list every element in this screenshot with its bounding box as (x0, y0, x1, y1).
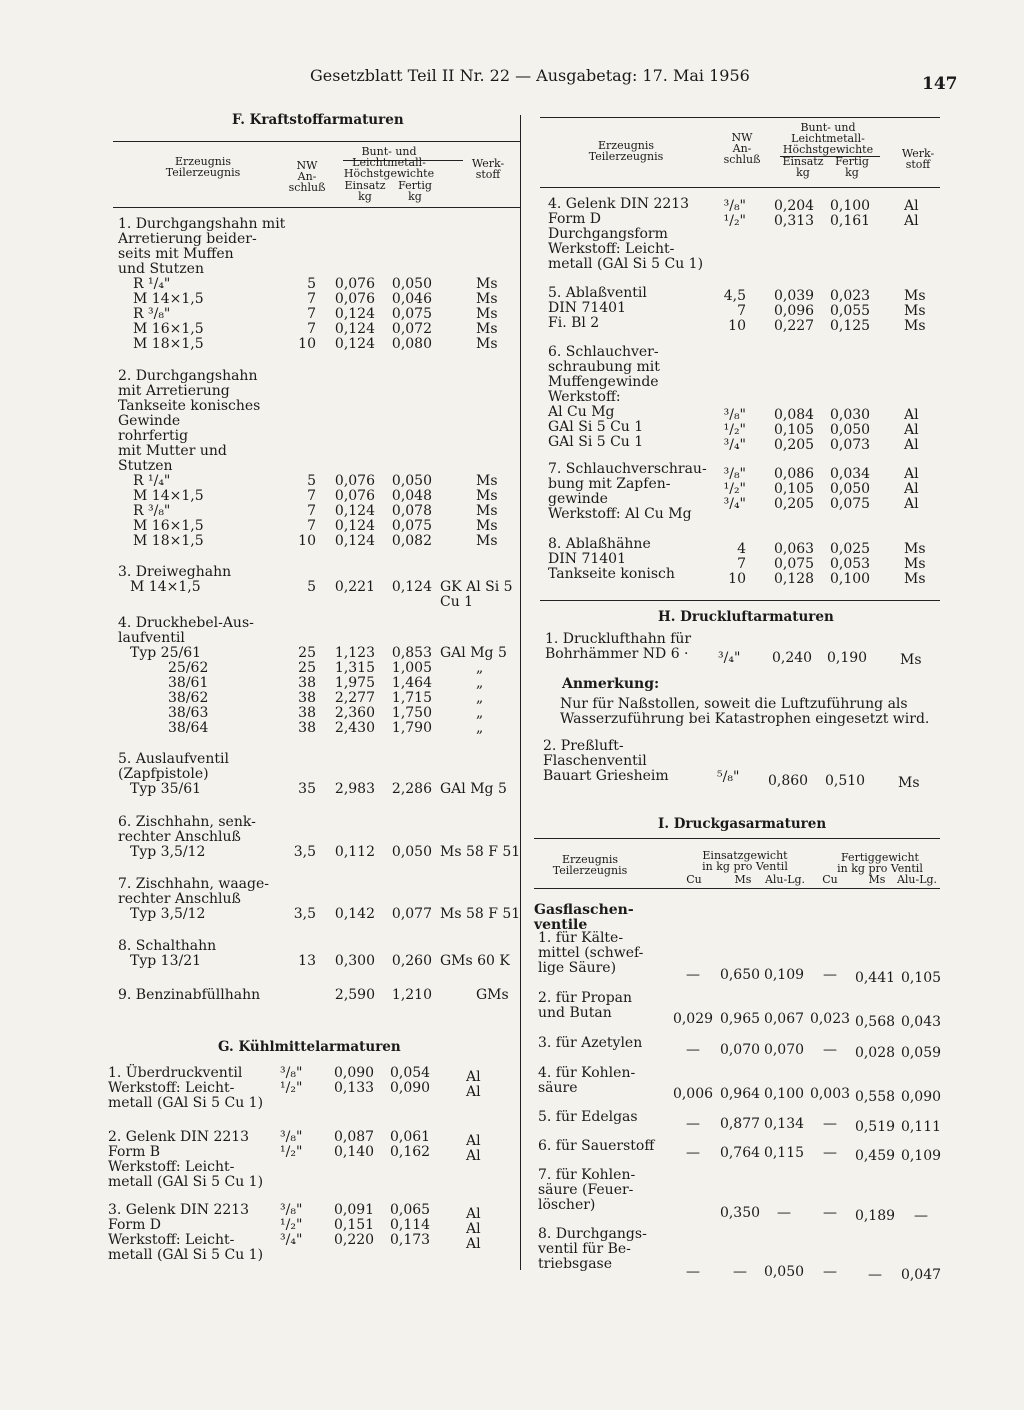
column-divider (520, 115, 521, 1270)
row-werkstoff: Ms (476, 518, 498, 534)
col-alu-header: Alu-Lg. (896, 873, 938, 886)
row-fertig: 0,082 (391, 533, 432, 549)
row-nw: ³/₄" (718, 650, 741, 666)
row-fertig: 1,005 (391, 660, 432, 676)
row-werkstoff: Ms 58 F 51 (440, 844, 521, 860)
row-fertig: 0,030 0,050 0,073 (830, 407, 871, 453)
row-label: M 18×1,5 (133, 336, 204, 352)
item-desc: 2. für Propan und Butan (538, 990, 633, 1021)
row-value: 0,023 (809, 1011, 851, 1027)
row-einsatz: 0,204 0,313 (774, 198, 815, 229)
row-einsatz: 0,124 (334, 533, 375, 549)
item-desc: 1. für Kälte- mittel (schwef- lige Säure) (538, 930, 644, 976)
row-value: — (686, 1042, 700, 1058)
col-ms-header: Ms (734, 873, 752, 886)
section-g-title: G. Kühlmittelarmaturen (218, 1039, 401, 1055)
row-werkstoff: GAl Mg 5 (440, 781, 507, 797)
row-value: 0,568 (854, 1014, 896, 1030)
item-desc: 4. Gelenk DIN 2213 Form D Durchgangsform Werkstoff: Leicht- metall (GAl Si 5 Cu 1) (548, 196, 704, 272)
row-value: — (777, 1205, 791, 1221)
row-value: — (823, 1205, 837, 1221)
row-nw: 5 (307, 276, 316, 292)
row-werkstoff: Al Al (466, 1133, 481, 1164)
item-desc: 3. Dreiweghahn (118, 564, 232, 580)
row-value: 0,964 (719, 1086, 761, 1102)
row-nw: 4,5 7 10 (723, 288, 746, 334)
row-value: 0,350 (719, 1205, 761, 1221)
row-fertig: 0,075 (391, 518, 432, 534)
item-desc: 1. Überdruckventil Werkstoff: Leicht- metall (GAl Si 5 Cu 1) (108, 1065, 264, 1111)
row-nw: ⁵/₈" (717, 769, 740, 785)
row-fertig: 0,078 (391, 503, 432, 519)
item-desc: 2. Durchgangshahn mit Arretierung Tankseite konisches Gewinde rohrfertig mit Mutter und Stutzen (118, 368, 261, 474)
row-value: 0,111 (900, 1119, 942, 1135)
col-product-header: Erzeugnis Teilerzeugnis (165, 155, 241, 179)
row-value: — (686, 1264, 700, 1280)
row-werkstoff: Ms 58 F 51 (440, 906, 521, 922)
col-nw-header: NW An- schluß (288, 159, 326, 194)
row-nw: ³/₈" ¹/₂" (280, 1129, 303, 1160)
row-nw: 4 7 10 (728, 541, 746, 587)
row-label: M 18×1,5 (133, 533, 204, 549)
row-label: 38/63 (168, 705, 209, 721)
row-einsatz: 0,112 (334, 844, 375, 860)
row-value: 0,047 (900, 1267, 942, 1283)
row-value: — (823, 1145, 837, 1161)
right-rule-top (540, 117, 940, 118)
row-fertig: 0,050 (391, 473, 432, 489)
row-label: R ¹/₄" (133, 276, 171, 292)
row-fertig: 1,210 (391, 987, 432, 1003)
row-nw: 7 (307, 518, 316, 534)
row-einsatz: 0,124 (334, 321, 375, 337)
row-fertig: 0,124 (391, 579, 432, 595)
row-werkstoff: Al Al Al (904, 466, 919, 512)
page-number: 147 (922, 74, 958, 94)
row-fertig: 0,065 0,114 0,173 (390, 1202, 431, 1248)
row-einsatz: 0,860 (768, 773, 809, 789)
row-fertig: 0,050 (391, 844, 432, 860)
row-nw: 7 (307, 488, 316, 504)
row-value: 0,134 (763, 1116, 805, 1132)
row-value: 0,877 (719, 1116, 761, 1132)
row-nw: 7 (307, 321, 316, 337)
row-werkstoff: Al Al Al (904, 407, 919, 453)
row-fertig: 0,046 (391, 291, 432, 307)
row-einsatz: 2,983 (334, 781, 375, 797)
row-einsatz: 0,084 0,105 0,205 (774, 407, 815, 453)
row-nw: 3,5 (293, 906, 316, 922)
row-fertig: 0,077 (391, 906, 432, 922)
row-werkstoff: „ (476, 720, 484, 736)
row-einsatz: 0,221 (334, 579, 375, 595)
item-desc: 6. für Sauerstoff (538, 1138, 655, 1154)
row-einsatz: 0,091 0,151 0,220 (334, 1202, 375, 1248)
row-value: 0,109 (900, 1148, 942, 1164)
row-value: 0,650 (719, 967, 761, 983)
row-werkstoff: Al Al Al (466, 1206, 481, 1252)
row-nw: 35 (298, 781, 316, 797)
row-nw: 3,5 (293, 844, 316, 860)
row-werkstoff: Ms Ms Ms (904, 288, 926, 334)
row-fertig: 0,075 (391, 306, 432, 322)
col-cu-header: Cu (686, 873, 702, 886)
row-werkstoff: Ms (476, 336, 498, 352)
col-cu-header: Cu (822, 873, 838, 886)
row-value: 0,459 (854, 1148, 896, 1164)
col-werkstoff-header: Werk- stoff (901, 147, 935, 171)
col-fertig-header: Fertig kg (835, 155, 869, 179)
row-nw: ³/₈" ¹/₂" ³/₄" (280, 1202, 303, 1248)
row-nw: 38 (298, 720, 316, 736)
item-desc: 1. Durchgangshahn mit Arretierung beider- seits mit Muffen und Stutzen (118, 216, 286, 277)
row-value: 0,189 (854, 1208, 896, 1224)
row-einsatz: 1,123 (334, 645, 375, 661)
row-value: 0,059 (900, 1045, 942, 1061)
section-h-title: H. Druckluftarmaturen (658, 609, 834, 625)
row-einsatz: 0,124 (334, 518, 375, 534)
section-i-rule-bottom (534, 888, 940, 889)
row-nw: 7 (307, 306, 316, 322)
row-einsatz: 0,124 (334, 306, 375, 322)
section-f-rule-top (113, 141, 521, 142)
row-nw: ³/₈" ¹/₂" ³/₄" (723, 407, 746, 453)
row-nw: 7 (307, 291, 316, 307)
col-einsatz-header: Einsatzgewicht in kg pro Ventil (702, 849, 788, 873)
row-fertig: 0,025 0,053 0,100 (830, 541, 871, 587)
row-value: 0,067 (763, 1011, 805, 1027)
row-einsatz: 0,076 (334, 291, 375, 307)
row-label: M 16×1,5 (133, 321, 204, 337)
row-einsatz: 0,076 (334, 488, 375, 504)
section-h-rule (540, 600, 940, 601)
row-value: — (686, 1145, 700, 1161)
item-desc: 5. Ablaßventil DIN 71401 Fi. Bl 2 (548, 285, 647, 331)
row-label: 25/62 (168, 660, 209, 676)
item-desc: 7. Schlauchverschrau- bung mit Zapfen- gewinde Werkstoff: Al Cu Mg (548, 461, 707, 522)
row-werkstoff: Ms (476, 306, 498, 322)
row-fertig: 0,080 (391, 336, 432, 352)
col-group-header: Bunt- und Leichtmetall- Höchstgewichte (782, 121, 874, 156)
row-value: — (914, 1208, 928, 1224)
row-werkstoff: Ms (898, 775, 920, 791)
row-einsatz: 0,039 0,096 0,227 (774, 288, 815, 334)
col-nw-header: NW An- schluß (723, 131, 761, 166)
row-value: — (823, 967, 837, 983)
row-nw: 7 (307, 503, 316, 519)
row-werkstoff: Ms Ms Ms (904, 541, 926, 587)
row-werkstoff: Ms (476, 276, 498, 292)
row-einsatz: 0,124 (334, 503, 375, 519)
row-fertig: 1,715 (391, 690, 432, 706)
row-werkstoff: Ms (476, 488, 498, 504)
row-value: — (823, 1264, 837, 1280)
row-value: 0,115 (763, 1145, 805, 1161)
row-value: 0,006 (672, 1086, 714, 1102)
item-desc: 7. für Kohlen- säure (Feuer- löscher) (538, 1167, 636, 1213)
row-value: 0,028 (854, 1045, 896, 1061)
row-label: R ³/₈" (133, 306, 171, 322)
row-fertig: 2,286 (391, 781, 432, 797)
row-label: M 14×1,5 (133, 488, 204, 504)
row-nw: 10 (298, 533, 316, 549)
col-werkstoff-header: Werk- stoff (471, 157, 505, 181)
row-einsatz: 0,076 (334, 276, 375, 292)
row-einsatz: 0,142 (334, 906, 375, 922)
row-fertig: 0,260 (391, 953, 432, 969)
row-einsatz: 0,076 (334, 473, 375, 489)
row-werkstoff: „ (476, 705, 484, 721)
row-value: 0,100 (763, 1086, 805, 1102)
item-desc: 1. Drucklufthahn für Bohrhämmer ND 6 · (545, 631, 692, 662)
row-value: 0,050 (763, 1264, 805, 1280)
row-value: — (868, 1267, 882, 1283)
row-value: 0,965 (719, 1011, 761, 1027)
row-label: M 16×1,5 (133, 518, 204, 534)
row-einsatz: 0,240 (772, 650, 813, 666)
row-label: Typ 25/61 (130, 645, 202, 661)
item-desc: 3. Gelenk DIN 2213 Form D Werkstoff: Leicht- metall (GAl Si 5 Cu 1) (108, 1202, 264, 1263)
row-nw: 5 (307, 473, 316, 489)
row-label: 38/61 (168, 675, 209, 691)
row-value: 0,109 (763, 967, 805, 983)
col-product-header: Erzeugnis Teilerzeugnis (552, 853, 628, 877)
row-label: M 14×1,5 (133, 291, 204, 307)
row-value: 0,029 (672, 1011, 714, 1027)
row-value: 0,003 (809, 1086, 851, 1102)
row-value: 0,070 (763, 1042, 805, 1058)
row-fertig: 1,790 (391, 720, 432, 736)
row-label: Typ 35/61 (130, 781, 202, 797)
row-einsatz: 2,360 (334, 705, 375, 721)
row-label: R ³/₈" (133, 503, 171, 519)
col-einsatz-header: Einsatz kg (782, 155, 824, 179)
row-label: 38/64 (168, 720, 209, 736)
row-werkstoff: Ms (900, 652, 922, 668)
row-einsatz: 1,315 (334, 660, 375, 676)
col-fertig-header: Fertig kg (398, 179, 432, 203)
row-value: — (686, 967, 700, 983)
row-fertig: 0,050 (391, 276, 432, 292)
row-value: 0,764 (719, 1145, 761, 1161)
row-value: 0,043 (900, 1014, 942, 1030)
col-group-header: Bunt- und Leichtmetall- Höchstgewichte (343, 145, 435, 180)
row-werkstoff: Ms (476, 321, 498, 337)
group-label: Gasflaschen- ventile (534, 902, 634, 933)
row-value: — (686, 1116, 700, 1132)
item-desc: 2. Preßluft- Flaschenventil Bauart Griesheim (543, 738, 669, 784)
row-fertig: 0,061 0,162 (390, 1129, 431, 1160)
row-einsatz: 2,590 (334, 987, 375, 1003)
row-value: 0,105 (900, 970, 942, 986)
row-fertig: 0,190 (827, 650, 868, 666)
row-einsatz: 2,430 (334, 720, 375, 736)
item-desc: 8. Ablaßhähne DIN 71401 Tankseite konisch (548, 536, 675, 582)
section-i-title: I. Druckgasarmaturen (658, 816, 827, 832)
section-f-title: F. Kraftstoffarmaturen (232, 112, 404, 128)
row-fertig: 0,048 (391, 488, 432, 504)
item-desc: 3. für Azetylen (538, 1035, 643, 1051)
row-werkstoff: „ (476, 660, 484, 676)
row-label: 38/62 (168, 690, 209, 706)
row-fertig: 0,510 (825, 773, 866, 789)
row-label: R ¹/₄" (133, 473, 171, 489)
item-desc: 9. Benzinabfüllhahn (118, 987, 261, 1003)
row-nw: ³/₈" ¹/₂" (280, 1065, 303, 1096)
item-desc: 6. Zischhahn, senk- rechter Anschluß (118, 814, 256, 845)
col-ms-header: Ms (868, 873, 886, 886)
row-einsatz: 0,063 0,075 0,128 (774, 541, 815, 587)
row-werkstoff: Ms (476, 291, 498, 307)
row-fertig: 1,464 (391, 675, 432, 691)
item-desc: 2. Gelenk DIN 2213 Form B Werkstoff: Leicht- metall (GAl Si 5 Cu 1) (108, 1129, 264, 1190)
col-product-header: Erzeugnis Teilerzeugnis (588, 139, 664, 163)
row-werkstoff: Ms (476, 473, 498, 489)
row-werkstoff: Ms (476, 503, 498, 519)
row-einsatz: 0,300 (334, 953, 375, 969)
row-nw: ³/₈" ¹/₂" ³/₄" (723, 466, 746, 512)
row-werkstoff: GMs 60 K (440, 953, 510, 969)
row-nw: ³/₈" ¹/₂" (723, 198, 746, 229)
row-fertig: 1,750 (391, 705, 432, 721)
row-einsatz: 1,975 (334, 675, 375, 691)
row-value: — (823, 1116, 837, 1132)
right-rule-bottom (540, 187, 940, 188)
row-nw: 38 (298, 690, 316, 706)
row-werkstoff: GK Al Si 5 Cu 1 (440, 579, 513, 610)
row-nw: 38 (298, 675, 316, 691)
row-werkstoff: Ms (476, 533, 498, 549)
row-fertig: 0,034 0,050 0,075 (830, 466, 871, 512)
item-desc: 5. Auslaufventil (Zapfpistole) (118, 751, 229, 782)
row-einsatz: 0,087 0,140 (334, 1129, 375, 1160)
row-value: 0,441 (854, 970, 896, 986)
item-desc: 5. für Edelgas (538, 1109, 638, 1125)
row-label: Typ 3,5/12 (130, 906, 206, 922)
row-value: — (733, 1264, 747, 1280)
row-label: M 14×1,5 (130, 579, 201, 595)
item-desc: 4. für Kohlen- säure (538, 1065, 636, 1096)
row-value: 0,070 (719, 1042, 761, 1058)
row-einsatz: 0,086 0,105 0,205 (774, 466, 815, 512)
row-nw: 25 (298, 660, 316, 676)
row-einsatz: 0,124 (334, 336, 375, 352)
row-nw: 25 (298, 645, 316, 661)
row-fertig: 0,100 0,161 (830, 198, 871, 229)
row-fertig: 0,023 0,055 0,125 (830, 288, 871, 334)
row-fertig: 0,853 (391, 645, 432, 661)
row-werkstoff: Al Al (904, 198, 919, 229)
row-value: — (823, 1042, 837, 1058)
item-desc: 4. Druckhebel-Aus- laufventil (118, 615, 254, 646)
row-value: 0,558 (854, 1089, 896, 1105)
row-fertig: 0,054 0,090 (390, 1065, 431, 1096)
row-einsatz: 0,090 0,133 (334, 1065, 375, 1096)
note-text: Nur für Naßstollen, soweit die Luftzuführung als Wasserzuführung bei Katastrophen eingesetzt wird. (560, 696, 930, 727)
item-desc: 6. Schlauchver- schraubung mit Muffengewinde Werkstoff: Al Cu Mg GAl Si 5 Cu 1 GAl Si 5 Cu 1 (548, 344, 660, 450)
row-fertig: 0,072 (391, 321, 432, 337)
col-fertig-header: Fertiggewicht in kg pro Ventil (837, 851, 923, 875)
row-werkstoff: „ (476, 690, 484, 706)
item-desc: 7. Zischhahn, waage- rechter Anschluß (118, 876, 270, 907)
row-nw: 5 (307, 579, 316, 595)
row-label: Typ 3,5/12 (130, 844, 206, 860)
col-alu-header: Alu-Lg. (764, 873, 806, 886)
row-value: 0,519 (854, 1119, 896, 1135)
item-desc: 8. Schalthahn (118, 938, 217, 954)
section-f-rule-bottom (113, 207, 521, 208)
item-desc: 8. Durchgangs- ventil für Be- triebsgase (538, 1226, 647, 1272)
row-werkstoff: GAl Mg 5 (440, 645, 507, 661)
col-einsatz-header: Einsatz kg (344, 179, 386, 203)
row-nw: 10 (298, 336, 316, 352)
row-label: Typ 13/21 (130, 953, 202, 969)
row-werkstoff: „ (476, 675, 484, 691)
page-header-title: Gesetzblatt Teil II Nr. 22 — Ausgabetag: 17. Mai 1956 (310, 66, 750, 85)
row-einsatz: 2,277 (334, 690, 375, 706)
row-value: 0,090 (900, 1089, 942, 1105)
row-nw: 38 (298, 705, 316, 721)
row-werkstoff: GMs (476, 987, 509, 1003)
note-label: Anmerkung: (562, 676, 660, 692)
section-i-rule-top (534, 838, 940, 839)
row-werkstoff: Al Al (466, 1069, 481, 1100)
row-nw: 13 (298, 953, 316, 969)
